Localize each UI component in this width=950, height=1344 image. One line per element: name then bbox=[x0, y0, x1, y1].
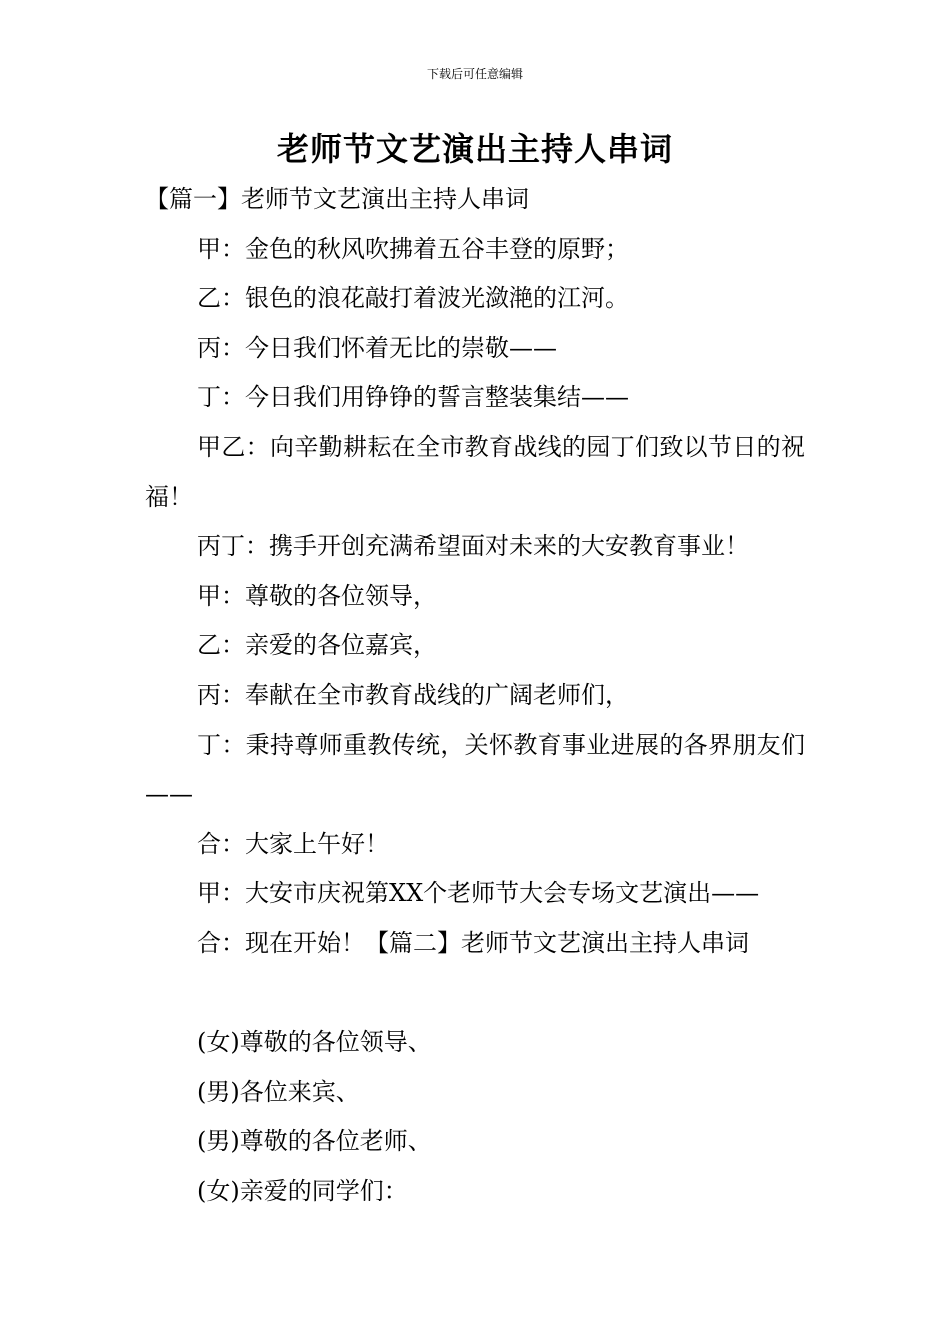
script-line: 丙：奉献在全市教育战线的广阔老师们， bbox=[197, 680, 629, 709]
script-line: 丙：今日我们怀着无比的崇敬—— bbox=[197, 333, 557, 362]
script-line: (女)亲爱的同学们： bbox=[197, 1176, 408, 1205]
script-line: 甲：金色的秋风吹拂着五谷丰登的原野； bbox=[197, 234, 629, 263]
script-line: (男)尊敬的各位老师、 bbox=[197, 1127, 432, 1156]
script-line: 乙：亲爱的各位嘉宾， bbox=[197, 631, 437, 660]
script-line: 甲：大安市庆祝第XX个老师节大会专场文艺演出—— bbox=[197, 879, 760, 908]
script-line: 丁：今日我们用铮铮的誓言整装集结—— bbox=[197, 383, 629, 412]
script-line: (男)各位来宾、 bbox=[197, 1077, 360, 1106]
document-title: 老师节文艺演出主持人串词 bbox=[276, 130, 673, 168]
document-body bbox=[145, 175, 805, 1216]
script-line: 乙：银色的浪花敲打着波光潋滟的江河。 bbox=[197, 284, 629, 313]
section-heading: 【篇一】老师节文艺演出主持人串词 bbox=[145, 185, 529, 213]
script-line: 丙丁：携手开创充满希望面对未来的大安教育事业！ bbox=[197, 532, 749, 561]
script-line: 合：大家上午好！ bbox=[197, 829, 389, 858]
script-line: 甲乙：向辛勤耕耘在全市教育战线的园丁们致以节日的祝福！ bbox=[145, 432, 805, 511]
blank-line bbox=[145, 969, 805, 1019]
header-note: 下载后可任意编辑 bbox=[426, 67, 523, 81]
script-line: (女)尊敬的各位领导、 bbox=[197, 1028, 432, 1057]
script-line: 丁：秉持尊师重教传统，关怀教育事业进展的各界朋友们—— bbox=[145, 730, 805, 809]
script-line: 甲：尊敬的各位领导， bbox=[197, 581, 437, 610]
script-line: 合：现在开始！【篇二】老师节文艺演出主持人串词 bbox=[197, 928, 749, 957]
